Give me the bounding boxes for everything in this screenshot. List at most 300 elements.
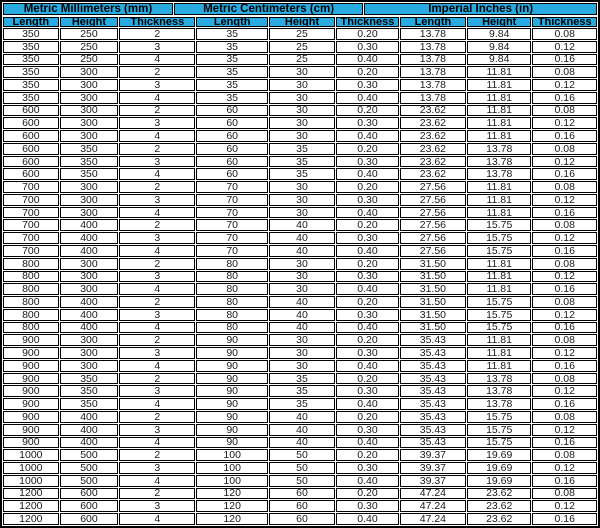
cell-cm-length: 35 bbox=[196, 54, 267, 66]
cell-cm-thickness: 0.30 bbox=[336, 117, 399, 129]
cell-in-height: 23.62 bbox=[467, 513, 531, 525]
cell-mm-height: 350 bbox=[60, 385, 119, 397]
table-row bbox=[3, 41, 597, 53]
cell-mm-height: 600 bbox=[60, 500, 119, 512]
cell-cm-height: 30 bbox=[269, 181, 335, 193]
cell-cm-length: 60 bbox=[196, 143, 267, 155]
cell-cm-thickness: 0.30 bbox=[336, 309, 399, 321]
cell-mm-length: 800 bbox=[3, 322, 59, 334]
cell-cm-height: 30 bbox=[269, 334, 335, 346]
cell-mm-thickness: 3 bbox=[119, 79, 195, 91]
cell-mm-thickness: 2 bbox=[119, 488, 195, 500]
col-header-in-length: Length bbox=[400, 17, 466, 27]
cell-mm-height: 300 bbox=[60, 271, 119, 283]
cell-mm-length: 900 bbox=[3, 373, 59, 385]
cell-cm-height: 30 bbox=[269, 130, 335, 142]
cell-in-thickness: 0.12 bbox=[532, 500, 597, 512]
cell-in-length: 23.62 bbox=[400, 143, 466, 155]
cell-cm-thickness: 0.20 bbox=[336, 258, 399, 270]
table-row bbox=[3, 437, 597, 449]
cell-in-height: 13.78 bbox=[467, 156, 531, 168]
cell-cm-length: 90 bbox=[196, 373, 267, 385]
cell-in-height: 11.81 bbox=[467, 207, 531, 219]
cell-cm-height: 40 bbox=[269, 296, 335, 308]
cell-in-length: 39.37 bbox=[400, 449, 466, 461]
cell-cm-height: 40 bbox=[269, 322, 335, 334]
cell-cm-height: 30 bbox=[269, 92, 335, 104]
cell-cm-length: 120 bbox=[196, 488, 267, 500]
cell-in-length: 13.78 bbox=[400, 79, 466, 91]
cell-in-length: 39.37 bbox=[400, 475, 466, 487]
cell-mm-height: 600 bbox=[60, 488, 119, 500]
cell-cm-height: 60 bbox=[269, 500, 335, 512]
cell-mm-thickness: 2 bbox=[119, 66, 195, 78]
table-row bbox=[3, 373, 597, 385]
cell-cm-height: 30 bbox=[269, 347, 335, 359]
table-row bbox=[3, 488, 597, 500]
cell-mm-height: 350 bbox=[60, 398, 119, 410]
cell-in-length: 31.50 bbox=[400, 258, 466, 270]
cell-cm-height: 60 bbox=[269, 513, 335, 525]
cell-in-height: 11.81 bbox=[467, 92, 531, 104]
cell-in-length: 23.62 bbox=[400, 156, 466, 168]
cell-mm-height: 250 bbox=[60, 54, 119, 66]
cell-cm-thickness: 0.20 bbox=[336, 105, 399, 117]
table-row bbox=[3, 500, 597, 512]
cell-in-height: 11.81 bbox=[467, 271, 531, 283]
cell-cm-thickness: 0.30 bbox=[336, 462, 399, 474]
col-header-cm-height: Height bbox=[269, 17, 335, 27]
cell-cm-thickness: 0.20 bbox=[336, 66, 399, 78]
cell-mm-length: 600 bbox=[3, 156, 59, 168]
cell-cm-length: 60 bbox=[196, 117, 267, 129]
cell-cm-height: 25 bbox=[269, 28, 335, 40]
cell-in-length: 47.24 bbox=[400, 500, 466, 512]
table-row bbox=[3, 462, 597, 474]
cell-cm-height: 35 bbox=[269, 168, 335, 180]
cell-cm-height: 30 bbox=[269, 117, 335, 129]
cell-in-thickness: 0.16 bbox=[532, 437, 597, 449]
table-body bbox=[3, 28, 597, 525]
table-row bbox=[3, 385, 597, 397]
cell-mm-height: 300 bbox=[60, 258, 119, 270]
cell-in-height: 13.78 bbox=[467, 373, 531, 385]
cell-cm-thickness: 0.30 bbox=[336, 156, 399, 168]
cell-mm-thickness: 4 bbox=[119, 283, 195, 295]
table-row bbox=[3, 143, 597, 155]
cell-mm-length: 700 bbox=[3, 219, 59, 231]
col-header-cm-length: Length bbox=[196, 17, 267, 27]
cell-in-height: 11.81 bbox=[467, 66, 531, 78]
cell-in-length: 13.78 bbox=[400, 92, 466, 104]
table-row bbox=[3, 475, 597, 487]
cell-cm-thickness: 0.20 bbox=[336, 334, 399, 346]
cell-cm-height: 30 bbox=[269, 283, 335, 295]
table-row bbox=[3, 219, 597, 231]
cell-mm-length: 900 bbox=[3, 437, 59, 449]
cell-mm-height: 300 bbox=[60, 334, 119, 346]
cell-mm-height: 350 bbox=[60, 168, 119, 180]
cell-cm-thickness: 0.20 bbox=[336, 143, 399, 155]
cell-in-height: 15.75 bbox=[467, 219, 531, 231]
cell-mm-length: 1200 bbox=[3, 488, 59, 500]
cell-mm-height: 300 bbox=[60, 92, 119, 104]
cell-mm-thickness: 3 bbox=[119, 385, 195, 397]
cell-cm-thickness: 0.20 bbox=[336, 411, 399, 423]
cell-cm-height: 35 bbox=[269, 156, 335, 168]
table-row bbox=[3, 411, 597, 423]
cell-in-thickness: 0.12 bbox=[532, 385, 597, 397]
cell-cm-length: 100 bbox=[196, 449, 267, 461]
cell-in-length: 31.50 bbox=[400, 283, 466, 295]
cell-cm-length: 80 bbox=[196, 309, 267, 321]
cell-cm-height: 30 bbox=[269, 271, 335, 283]
cell-cm-thickness: 0.30 bbox=[336, 347, 399, 359]
cell-in-height: 15.75 bbox=[467, 232, 531, 244]
table-row bbox=[3, 513, 597, 525]
cell-mm-thickness: 3 bbox=[119, 500, 195, 512]
cell-in-length: 13.78 bbox=[400, 54, 466, 66]
cell-mm-thickness: 4 bbox=[119, 207, 195, 219]
cell-in-length: 31.50 bbox=[400, 296, 466, 308]
cell-mm-height: 300 bbox=[60, 347, 119, 359]
cell-mm-length: 350 bbox=[3, 54, 59, 66]
cell-in-length: 13.78 bbox=[400, 28, 466, 40]
cell-in-thickness: 0.08 bbox=[532, 258, 597, 270]
cell-mm-thickness: 2 bbox=[119, 219, 195, 231]
cell-cm-height: 30 bbox=[269, 207, 335, 219]
cell-cm-thickness: 0.20 bbox=[336, 296, 399, 308]
cell-in-thickness: 0.16 bbox=[532, 207, 597, 219]
cell-in-thickness: 0.08 bbox=[532, 105, 597, 117]
cell-in-thickness: 0.16 bbox=[532, 322, 597, 334]
table-row bbox=[3, 309, 597, 321]
cell-in-length: 27.56 bbox=[400, 207, 466, 219]
cell-mm-length: 800 bbox=[3, 296, 59, 308]
cell-mm-height: 350 bbox=[60, 156, 119, 168]
cell-cm-height: 30 bbox=[269, 194, 335, 206]
cell-cm-length: 35 bbox=[196, 79, 267, 91]
col-header-mm-height: Height bbox=[60, 17, 119, 27]
cell-cm-length: 70 bbox=[196, 232, 267, 244]
cell-in-thickness: 0.16 bbox=[532, 398, 597, 410]
cell-mm-height: 400 bbox=[60, 219, 119, 231]
cell-cm-height: 40 bbox=[269, 424, 335, 436]
cell-cm-thickness: 0.40 bbox=[336, 245, 399, 257]
cell-cm-length: 80 bbox=[196, 322, 267, 334]
cell-cm-length: 80 bbox=[196, 271, 267, 283]
cell-mm-length: 1200 bbox=[3, 500, 59, 512]
cell-cm-height: 40 bbox=[269, 411, 335, 423]
cell-mm-height: 350 bbox=[60, 143, 119, 155]
cell-in-length: 27.56 bbox=[400, 194, 466, 206]
cell-cm-length: 90 bbox=[196, 360, 267, 372]
cell-cm-thickness: 0.30 bbox=[336, 41, 399, 53]
cell-cm-thickness: 0.20 bbox=[336, 181, 399, 193]
cell-mm-length: 900 bbox=[3, 398, 59, 410]
cell-cm-thickness: 0.30 bbox=[336, 194, 399, 206]
cell-cm-length: 70 bbox=[196, 207, 267, 219]
cell-cm-length: 90 bbox=[196, 424, 267, 436]
cell-mm-length: 800 bbox=[3, 309, 59, 321]
col-header-mm-thickness: Thickness bbox=[119, 17, 195, 27]
cell-mm-length: 1000 bbox=[3, 449, 59, 461]
cell-mm-thickness: 2 bbox=[119, 373, 195, 385]
cell-cm-thickness: 0.20 bbox=[336, 449, 399, 461]
cell-cm-height: 25 bbox=[269, 54, 335, 66]
cell-in-height: 15.75 bbox=[467, 424, 531, 436]
cell-cm-length: 60 bbox=[196, 130, 267, 142]
cell-mm-height: 400 bbox=[60, 232, 119, 244]
cell-in-length: 39.37 bbox=[400, 462, 466, 474]
cell-cm-height: 35 bbox=[269, 398, 335, 410]
cell-in-height: 15.75 bbox=[467, 309, 531, 321]
cell-mm-length: 600 bbox=[3, 130, 59, 142]
cell-mm-length: 350 bbox=[3, 92, 59, 104]
cell-in-thickness: 0.08 bbox=[532, 449, 597, 461]
table-row bbox=[3, 296, 597, 308]
cell-cm-thickness: 0.40 bbox=[336, 54, 399, 66]
cell-in-height: 11.81 bbox=[467, 347, 531, 359]
cell-cm-length: 70 bbox=[196, 181, 267, 193]
cell-in-height: 13.78 bbox=[467, 143, 531, 155]
col-header-cm-thickness: Thickness bbox=[336, 17, 399, 27]
cell-cm-thickness: 0.40 bbox=[336, 283, 399, 295]
cell-cm-length: 60 bbox=[196, 105, 267, 117]
table-row bbox=[3, 449, 597, 461]
table-row bbox=[3, 79, 597, 91]
cell-mm-thickness: 4 bbox=[119, 360, 195, 372]
cell-cm-thickness: 0.40 bbox=[336, 92, 399, 104]
cell-mm-thickness: 2 bbox=[119, 411, 195, 423]
cell-mm-length: 900 bbox=[3, 424, 59, 436]
cell-in-length: 35.43 bbox=[400, 334, 466, 346]
table-row bbox=[3, 347, 597, 359]
cell-mm-thickness: 2 bbox=[119, 449, 195, 461]
cell-in-thickness: 0.12 bbox=[532, 41, 597, 53]
cell-mm-length: 900 bbox=[3, 411, 59, 423]
cell-mm-length: 800 bbox=[3, 271, 59, 283]
cell-mm-height: 250 bbox=[60, 28, 119, 40]
cell-in-thickness: 0.16 bbox=[532, 168, 597, 180]
cell-in-length: 23.62 bbox=[400, 168, 466, 180]
cell-in-thickness: 0.12 bbox=[532, 117, 597, 129]
cell-in-thickness: 0.08 bbox=[532, 28, 597, 40]
cell-cm-length: 90 bbox=[196, 347, 267, 359]
cell-mm-thickness: 3 bbox=[119, 194, 195, 206]
cell-mm-length: 1000 bbox=[3, 475, 59, 487]
cell-mm-thickness: 3 bbox=[119, 424, 195, 436]
cell-in-thickness: 0.12 bbox=[532, 79, 597, 91]
cell-mm-thickness: 2 bbox=[119, 105, 195, 117]
cell-cm-height: 30 bbox=[269, 66, 335, 78]
cell-cm-thickness: 0.30 bbox=[336, 271, 399, 283]
cell-cm-thickness: 0.40 bbox=[336, 513, 399, 525]
cell-cm-length: 70 bbox=[196, 194, 267, 206]
cell-mm-length: 600 bbox=[3, 143, 59, 155]
cell-cm-thickness: 0.40 bbox=[336, 168, 399, 180]
cell-in-height: 15.75 bbox=[467, 437, 531, 449]
cell-mm-height: 300 bbox=[60, 105, 119, 117]
cell-cm-thickness: 0.40 bbox=[336, 398, 399, 410]
cell-cm-length: 90 bbox=[196, 411, 267, 423]
cell-in-height: 15.75 bbox=[467, 296, 531, 308]
cell-in-thickness: 0.08 bbox=[532, 219, 597, 231]
cell-mm-length: 350 bbox=[3, 41, 59, 53]
col-header-mm-length: Length bbox=[3, 17, 59, 27]
cell-mm-thickness: 4 bbox=[119, 475, 195, 487]
cell-in-thickness: 0.08 bbox=[532, 488, 597, 500]
cell-cm-thickness: 0.40 bbox=[336, 360, 399, 372]
cell-mm-length: 900 bbox=[3, 334, 59, 346]
cell-mm-thickness: 4 bbox=[119, 398, 195, 410]
table-row bbox=[3, 398, 597, 410]
cell-in-height: 11.81 bbox=[467, 258, 531, 270]
cell-mm-length: 600 bbox=[3, 105, 59, 117]
cell-mm-thickness: 3 bbox=[119, 156, 195, 168]
cell-cm-length: 120 bbox=[196, 500, 267, 512]
cell-in-length: 47.24 bbox=[400, 488, 466, 500]
cell-mm-height: 300 bbox=[60, 194, 119, 206]
cell-mm-length: 350 bbox=[3, 79, 59, 91]
cell-in-thickness: 0.12 bbox=[532, 271, 597, 283]
cell-cm-length: 35 bbox=[196, 41, 267, 53]
cell-mm-length: 350 bbox=[3, 66, 59, 78]
cell-in-height: 11.81 bbox=[467, 360, 531, 372]
cell-mm-height: 400 bbox=[60, 437, 119, 449]
cell-mm-thickness: 3 bbox=[119, 117, 195, 129]
cell-mm-thickness: 2 bbox=[119, 296, 195, 308]
cell-cm-thickness: 0.30 bbox=[336, 385, 399, 397]
cell-in-thickness: 0.12 bbox=[532, 156, 597, 168]
cell-cm-height: 30 bbox=[269, 105, 335, 117]
cell-in-length: 35.43 bbox=[400, 424, 466, 436]
cell-mm-height: 300 bbox=[60, 181, 119, 193]
cell-cm-height: 35 bbox=[269, 373, 335, 385]
cell-cm-height: 40 bbox=[269, 309, 335, 321]
cell-mm-length: 700 bbox=[3, 232, 59, 244]
cell-in-thickness: 0.12 bbox=[532, 194, 597, 206]
cell-mm-thickness: 3 bbox=[119, 232, 195, 244]
cell-mm-height: 400 bbox=[60, 296, 119, 308]
cell-mm-thickness: 4 bbox=[119, 513, 195, 525]
cell-in-height: 9.84 bbox=[467, 54, 531, 66]
cell-cm-height: 35 bbox=[269, 385, 335, 397]
cell-in-thickness: 0.08 bbox=[532, 296, 597, 308]
cell-cm-length: 80 bbox=[196, 258, 267, 270]
cell-cm-thickness: 0.30 bbox=[336, 79, 399, 91]
cell-mm-length: 800 bbox=[3, 283, 59, 295]
table-row bbox=[3, 130, 597, 142]
cell-mm-height: 300 bbox=[60, 283, 119, 295]
cell-cm-height: 50 bbox=[269, 475, 335, 487]
cell-mm-height: 300 bbox=[60, 360, 119, 372]
cell-mm-thickness: 2 bbox=[119, 28, 195, 40]
cell-cm-thickness: 0.40 bbox=[336, 130, 399, 142]
cell-in-height: 11.81 bbox=[467, 334, 531, 346]
cell-mm-thickness: 3 bbox=[119, 41, 195, 53]
cell-cm-thickness: 0.40 bbox=[336, 322, 399, 334]
cell-mm-thickness: 4 bbox=[119, 168, 195, 180]
table-row bbox=[3, 28, 597, 40]
cell-cm-length: 100 bbox=[196, 462, 267, 474]
cell-cm-height: 50 bbox=[269, 449, 335, 461]
cell-in-thickness: 0.12 bbox=[532, 309, 597, 321]
table-row bbox=[3, 156, 597, 168]
cell-in-length: 47.24 bbox=[400, 513, 466, 525]
cell-in-height: 11.81 bbox=[467, 130, 531, 142]
cell-in-thickness: 0.08 bbox=[532, 143, 597, 155]
cell-in-thickness: 0.16 bbox=[532, 245, 597, 257]
cell-in-height: 23.62 bbox=[467, 488, 531, 500]
cell-mm-height: 300 bbox=[60, 66, 119, 78]
cell-in-length: 31.50 bbox=[400, 271, 466, 283]
cell-in-length: 13.78 bbox=[400, 66, 466, 78]
cell-in-thickness: 0.16 bbox=[532, 54, 597, 66]
cell-cm-length: 35 bbox=[196, 92, 267, 104]
cell-in-thickness: 0.12 bbox=[532, 232, 597, 244]
cell-mm-length: 600 bbox=[3, 168, 59, 180]
table-row bbox=[3, 232, 597, 244]
cell-in-height: 11.81 bbox=[467, 105, 531, 117]
cell-in-height: 13.78 bbox=[467, 385, 531, 397]
cell-cm-length: 60 bbox=[196, 156, 267, 168]
cell-cm-length: 80 bbox=[196, 283, 267, 295]
cell-in-thickness: 0.08 bbox=[532, 181, 597, 193]
table-row bbox=[3, 245, 597, 257]
cell-in-length: 27.56 bbox=[400, 219, 466, 231]
cell-in-height: 15.75 bbox=[467, 411, 531, 423]
cell-in-height: 19.69 bbox=[467, 462, 531, 474]
cell-cm-height: 25 bbox=[269, 41, 335, 53]
cell-cm-thickness: 0.20 bbox=[336, 373, 399, 385]
cell-in-thickness: 0.16 bbox=[532, 475, 597, 487]
cell-in-thickness: 0.16 bbox=[532, 92, 597, 104]
table-row bbox=[3, 194, 597, 206]
cell-in-height: 15.75 bbox=[467, 322, 531, 334]
table-row bbox=[3, 54, 597, 66]
cell-cm-length: 90 bbox=[196, 385, 267, 397]
table-row bbox=[3, 283, 597, 295]
cell-in-length: 35.43 bbox=[400, 398, 466, 410]
cell-in-height: 11.81 bbox=[467, 79, 531, 91]
cell-cm-height: 40 bbox=[269, 232, 335, 244]
cell-in-length: 35.43 bbox=[400, 385, 466, 397]
table-row bbox=[3, 181, 597, 193]
section-header-metric-cm: Metric Centimeters (cm) bbox=[174, 3, 363, 15]
table-row bbox=[3, 92, 597, 104]
cell-cm-length: 90 bbox=[196, 334, 267, 346]
cell-in-height: 11.81 bbox=[467, 283, 531, 295]
cell-mm-height: 400 bbox=[60, 322, 119, 334]
cell-cm-height: 40 bbox=[269, 245, 335, 257]
cell-mm-height: 350 bbox=[60, 373, 119, 385]
cell-mm-height: 400 bbox=[60, 309, 119, 321]
cell-mm-thickness: 3 bbox=[119, 347, 195, 359]
cell-cm-height: 50 bbox=[269, 462, 335, 474]
cell-in-length: 35.43 bbox=[400, 360, 466, 372]
cell-cm-height: 40 bbox=[269, 219, 335, 231]
table-row bbox=[3, 424, 597, 436]
cell-cm-thickness: 0.40 bbox=[336, 437, 399, 449]
table-row bbox=[3, 105, 597, 117]
cell-mm-length: 1000 bbox=[3, 462, 59, 474]
cell-in-thickness: 0.16 bbox=[532, 513, 597, 525]
cell-cm-thickness: 0.20 bbox=[336, 488, 399, 500]
cell-mm-height: 500 bbox=[60, 449, 119, 461]
cell-in-length: 35.43 bbox=[400, 347, 466, 359]
cell-cm-thickness: 0.20 bbox=[336, 28, 399, 40]
